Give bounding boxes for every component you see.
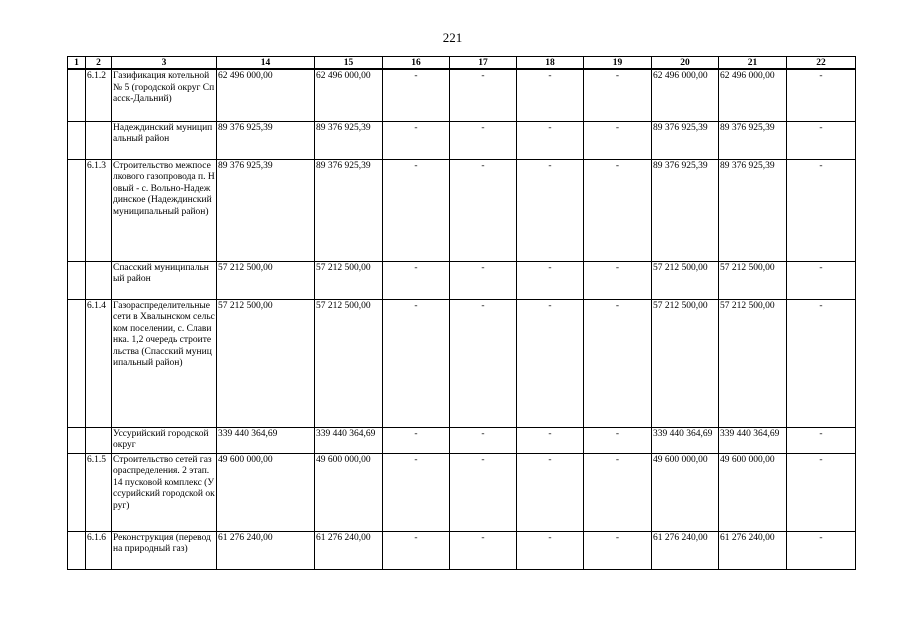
- amount-cell-col-21: 62 496 000,00: [719, 69, 787, 121]
- empty-value-cell: -: [450, 299, 517, 427]
- empty-value-cell: -: [517, 261, 584, 299]
- amount-cell-col-15: 61 276 240,00: [315, 531, 383, 569]
- empty-value-cell: -: [450, 531, 517, 569]
- empty-value-cell: -: [787, 121, 856, 159]
- amount-cell-col-21: 89 376 925,39: [719, 121, 787, 159]
- item-name-cell: Реконструкция (перевод на природный газ): [112, 531, 217, 569]
- empty-value-cell: -: [584, 121, 652, 159]
- empty-value-cell: -: [584, 531, 652, 569]
- empty-value-cell: -: [383, 427, 450, 453]
- empty-value-cell: -: [787, 531, 856, 569]
- empty-value-cell: -: [787, 427, 856, 453]
- amount-cell-col-14: 49 600 000,00: [217, 453, 315, 531]
- amount-cell-col-15: 57 212 500,00: [315, 261, 383, 299]
- header-cell: 18: [517, 57, 584, 70]
- table-row: [68, 531, 856, 569]
- empty-value-cell: -: [787, 159, 856, 261]
- empty-value-cell: -: [517, 453, 584, 531]
- budget-table: [67, 56, 856, 570]
- amount-cell-col-15: 62 496 000,00: [315, 69, 383, 121]
- row-index-cell: [68, 159, 86, 261]
- empty-value-cell: -: [383, 299, 450, 427]
- header-cell: 3: [112, 57, 217, 70]
- header-cell: 22: [787, 57, 856, 70]
- header-cell: 17: [450, 57, 517, 70]
- table-row: [68, 159, 856, 261]
- empty-value-cell: -: [383, 121, 450, 159]
- empty-value-cell: -: [584, 427, 652, 453]
- table-row: [68, 261, 856, 299]
- amount-cell-col-14: 89 376 925,39: [217, 159, 315, 261]
- table-row: [68, 121, 856, 159]
- row-index-cell: [68, 121, 86, 159]
- amount-cell-col-14: 61 276 240,00: [217, 531, 315, 569]
- item-code-cell: 6.1.5: [86, 453, 112, 531]
- empty-value-cell: -: [584, 453, 652, 531]
- empty-value-cell: -: [383, 453, 450, 531]
- header-cell: 1: [68, 57, 86, 70]
- item-name-cell: Строительство межпоселкового газопровода п. Новый - с. Вольно-Надеждинское (Надеждинский муниципальный район): [112, 159, 217, 261]
- empty-value-cell: -: [450, 159, 517, 261]
- amount-cell-col-14: 89 376 925,39: [217, 121, 315, 159]
- empty-value-cell: -: [383, 531, 450, 569]
- empty-value-cell: -: [787, 69, 856, 121]
- amount-cell-col-21: 57 212 500,00: [719, 299, 787, 427]
- amount-cell-col-14: 339 440 364,69: [217, 427, 315, 453]
- empty-value-cell: -: [383, 261, 450, 299]
- empty-value-cell: -: [517, 299, 584, 427]
- amount-cell-col-21: 61 276 240,00: [719, 531, 787, 569]
- amount-cell-col-20: 49 600 000,00: [652, 453, 719, 531]
- table-row: [68, 453, 856, 531]
- item-name-cell: Строительство сетей газораспределения. 2 этап. 14 пусковой комплекс (Уссурийский городской округ): [112, 453, 217, 531]
- empty-value-cell: -: [450, 427, 517, 453]
- amount-cell-col-20: 61 276 240,00: [652, 531, 719, 569]
- item-name-cell: Газификация котельной № 5 (городской округ Спасск-Дальний): [112, 69, 217, 121]
- header-cell: 14: [217, 57, 315, 70]
- header-cell: 2: [86, 57, 112, 70]
- amount-cell-col-20: 57 212 500,00: [652, 299, 719, 427]
- header-cell: 16: [383, 57, 450, 70]
- empty-value-cell: -: [517, 121, 584, 159]
- item-code-cell: 6.1.3: [86, 159, 112, 261]
- empty-value-cell: -: [517, 427, 584, 453]
- amount-cell-col-20: 339 440 364,69: [652, 427, 719, 453]
- row-index-cell: [68, 299, 86, 427]
- empty-value-cell: -: [584, 69, 652, 121]
- amount-cell-col-14: 57 212 500,00: [217, 299, 315, 427]
- header-cell: 20: [652, 57, 719, 70]
- amount-cell-col-21: 57 212 500,00: [719, 261, 787, 299]
- item-code-cell: [86, 427, 112, 453]
- amount-cell-col-15: 49 600 000,00: [315, 453, 383, 531]
- amount-cell-col-14: 57 212 500,00: [217, 261, 315, 299]
- empty-value-cell: -: [383, 69, 450, 121]
- row-index-cell: [68, 453, 86, 531]
- row-index-cell: [68, 69, 86, 121]
- amount-cell-col-20: 62 496 000,00: [652, 69, 719, 121]
- amount-cell-col-15: 57 212 500,00: [315, 299, 383, 427]
- amount-cell-col-15: 339 440 364,69: [315, 427, 383, 453]
- amount-cell-col-21: 339 440 364,69: [719, 427, 787, 453]
- row-index-cell: [68, 531, 86, 569]
- table-row: [68, 427, 856, 453]
- row-index-cell: [68, 261, 86, 299]
- item-name-cell: Надеждинский муниципальный район: [112, 121, 217, 159]
- item-name-cell: Газораспределительные сети в Хвалынском сельском поселении, с. Славинка. 1,2 очередь строительства (Спасский муниципальный район): [112, 299, 217, 427]
- amount-cell-col-20: 89 376 925,39: [652, 121, 719, 159]
- empty-value-cell: -: [787, 453, 856, 531]
- empty-value-cell: -: [383, 159, 450, 261]
- header-cell: 19: [584, 57, 652, 70]
- empty-value-cell: -: [450, 121, 517, 159]
- amount-cell-col-21: 49 600 000,00: [719, 453, 787, 531]
- row-index-cell: [68, 427, 86, 453]
- amount-cell-col-20: 89 376 925,39: [652, 159, 719, 261]
- empty-value-cell: -: [787, 299, 856, 427]
- empty-value-cell: -: [787, 261, 856, 299]
- page-number: 221: [442, 30, 463, 45]
- empty-value-cell: -: [517, 69, 584, 121]
- table-row: [68, 299, 856, 427]
- empty-value-cell: -: [450, 453, 517, 531]
- header-cell: 15: [315, 57, 383, 70]
- amount-cell-col-15: 89 376 925,39: [315, 121, 383, 159]
- empty-value-cell: -: [584, 299, 652, 427]
- item-name-cell: Спасский муниципальный район: [112, 261, 217, 299]
- empty-value-cell: -: [450, 69, 517, 121]
- item-name-cell: Уссурийский городской округ: [112, 427, 217, 453]
- empty-value-cell: -: [450, 261, 517, 299]
- item-code-cell: 6.1.2: [86, 69, 112, 121]
- table-row: [68, 69, 856, 121]
- table-header-row: [68, 57, 856, 70]
- amount-cell-col-20: 57 212 500,00: [652, 261, 719, 299]
- amount-cell-col-21: 89 376 925,39: [719, 159, 787, 261]
- empty-value-cell: -: [584, 261, 652, 299]
- header-cell: 21: [719, 57, 787, 70]
- empty-value-cell: -: [517, 159, 584, 261]
- item-code-cell: [86, 261, 112, 299]
- empty-value-cell: -: [517, 531, 584, 569]
- item-code-cell: 6.1.6: [86, 531, 112, 569]
- item-code-cell: [86, 121, 112, 159]
- amount-cell-col-14: 62 496 000,00: [217, 69, 315, 121]
- empty-value-cell: -: [584, 159, 652, 261]
- amount-cell-col-15: 89 376 925,39: [315, 159, 383, 261]
- item-code-cell: 6.1.4: [86, 299, 112, 427]
